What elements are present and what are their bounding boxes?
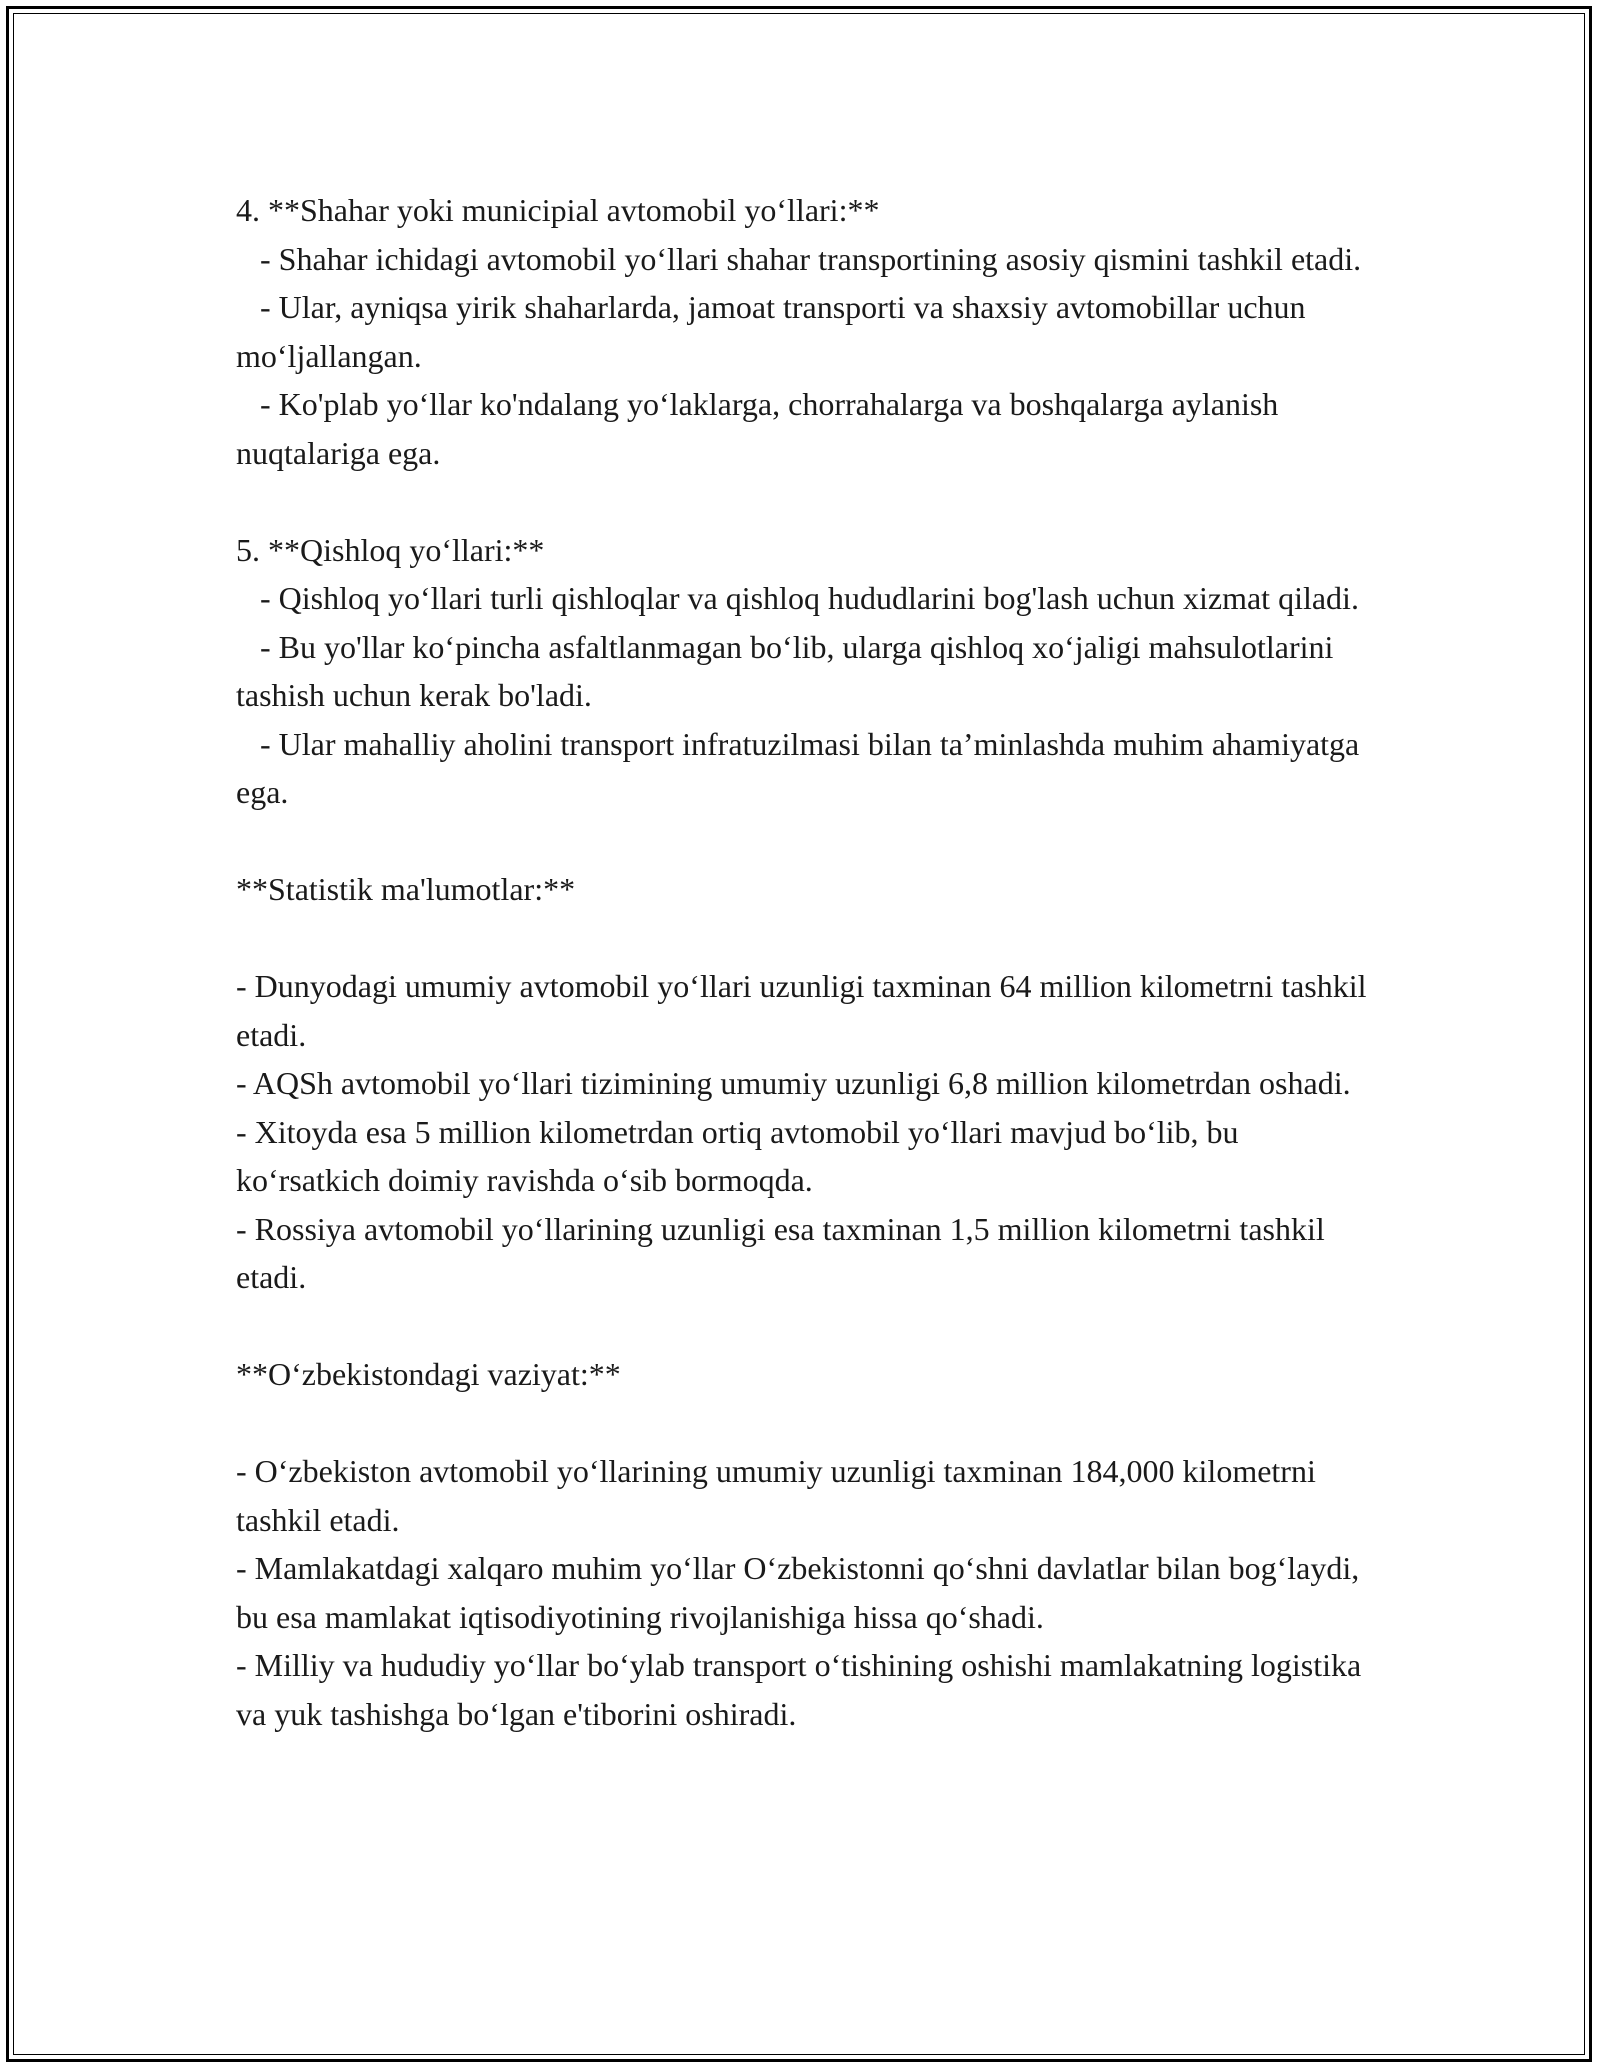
section-4-item: - Shahar ichidagi avtomobil yo‘llari shahar transportining asosiy qismini tashkil etadi. <box>236 240 1362 277</box>
section-5-item: - Ular mahalliy aholini transport infratuzilmasi bilan ta’minlashda muhim ahamiyatga ega. <box>236 725 1368 810</box>
section-4-heading: 4. **Shahar yoki municipial avtomobil yo‘llari:** <box>236 192 880 228</box>
spacer <box>236 1302 1386 1351</box>
statistics-item: - AQSh avtomobil yo‘llari tizimining umumiy uzunligi 6,8 million kilometrdan oshadi. <box>236 1065 1351 1101</box>
section-4-item: - Ular, ayniqsa yirik shaharlarda, jamoat transporti va shaxsiy avtomobillar uchun mo‘ljallangan. <box>236 289 1314 374</box>
statistics-item: - Xitoyda esa 5 million kilometrdan ortiq avtomobil yo‘llari mavjud bo‘lib, bu ko‘rsatkich doimiy ravishda o‘sib bormoqda. <box>236 1113 1247 1198</box>
uzbekistan-item: - O‘zbekiston avtomobil yo‘llarining umumiy uzunligi taxminan 184,000 kilometrni tashkil etadi. <box>236 1453 1324 1538</box>
spacer <box>236 914 1386 963</box>
uzbekistan-item: - Mamlakatdagi xalqaro muhim yo‘llar O‘zbekistonni qo‘shni davlatlar bilan bog‘laydi, bu esa mamlakat iqtisodiyotining rivojlanishiga hissa qo‘shadi. <box>236 1550 1368 1635</box>
section-5-heading: 5. **Qishloq yo‘llari:** <box>236 531 545 568</box>
spacer <box>236 477 1386 526</box>
spacer <box>236 817 1386 866</box>
section-4-item: - Ko'plab yo‘llar ko'ndalang yo‘laklarga, chorrahalarga va boshqalarga aylanish nuqtalariga ega. <box>236 386 1287 471</box>
statistics-item: - Rossiya avtomobil yo‘llarining uzunligi esa taxminan 1,5 million kilometrni tashkil etadi. <box>236 1210 1333 1295</box>
uzbekistan-item: - Milliy va hududiy yo‘llar bo‘ylab transport o‘tishining oshishi mamlakatning logistika va yuk tashishga bo‘lgan e'tiborini oshiradi. <box>236 1647 1370 1732</box>
section-5-item: - Bu yo'llar ko‘pincha asfaltlanmagan bo‘lib, ularga qishloq xo‘jaligi mahsulotlarini tashish uchun kerak bo'ladi. <box>236 628 1342 713</box>
statistics-item: - Dunyodagi umumiy avtomobil yo‘llari uzunligi taxminan 64 million kilometrni tashkil etadi. <box>236 968 1375 1053</box>
statistics-heading: **Statistik ma'lumotlar:** <box>236 871 576 907</box>
section-5-item: - Qishloq yo‘llari turli qishloqlar va qishloq hududlarini bog'lash uchun xizmat qiladi. <box>236 580 1359 616</box>
document-body <box>236 186 1386 1738</box>
spacer <box>236 1399 1386 1448</box>
uzbekistan-heading: **O‘zbekistondagi vaziyat:** <box>236 1356 621 1392</box>
